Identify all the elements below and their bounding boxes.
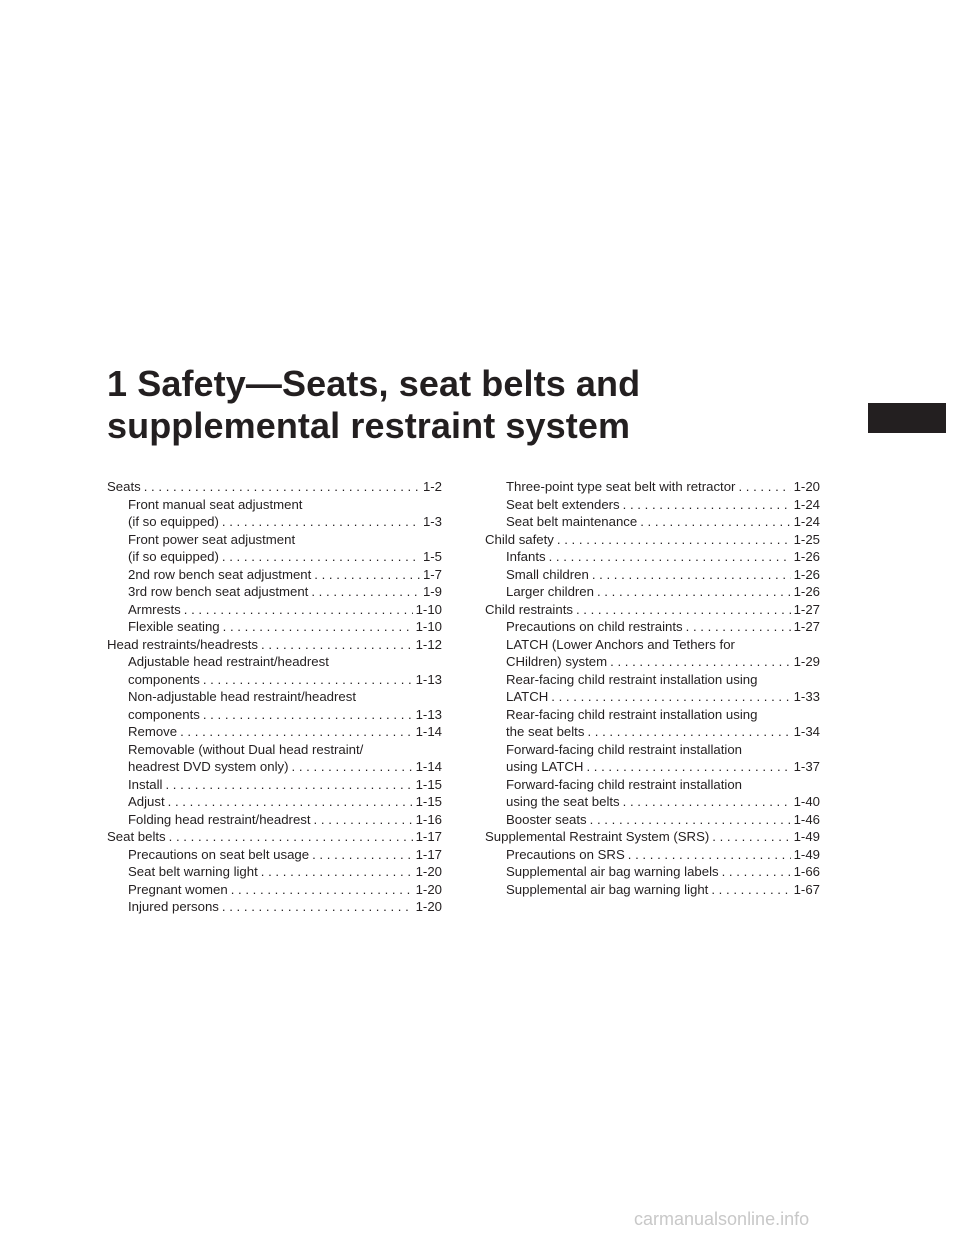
chapter-title bbox=[107, 363, 747, 447]
toc-dot-leader bbox=[311, 583, 420, 601]
toc-subsection-entry[interactable] bbox=[107, 863, 442, 881]
toc-entry-title: Booster seats bbox=[506, 811, 587, 827]
toc-page-number: 1-66 bbox=[793, 864, 820, 879]
toc-page-number: 1-29 bbox=[793, 654, 820, 669]
toc-dot-leader bbox=[222, 898, 413, 916]
toc-entry-title: Three-point type seat belt with retractor bbox=[506, 479, 736, 494]
toc-dot-leader bbox=[623, 793, 791, 811]
toc-dot-leader bbox=[712, 828, 790, 846]
toc-page-number: 1-14 bbox=[415, 759, 442, 774]
toc-page-number: 1-25 bbox=[793, 531, 820, 547]
toc-right-column bbox=[485, 478, 820, 898]
toc-subsection-entry[interactable] bbox=[107, 601, 442, 619]
toc-subsection-entry[interactable] bbox=[485, 618, 820, 636]
toc-entry-title: Precautions on seat belt usage bbox=[128, 846, 310, 862]
toc-page-number: 1-15 bbox=[415, 794, 442, 809]
toc-dot-leader bbox=[549, 548, 791, 566]
toc-entry-text-line: Removable (without Dual head restraint/ bbox=[128, 741, 364, 757]
toc-page-number: 1-9 bbox=[422, 584, 442, 599]
toc-entry-title: Pregnant women bbox=[128, 881, 228, 897]
toc-dot-leader bbox=[312, 846, 413, 864]
toc-subsection-entry[interactable] bbox=[485, 583, 820, 601]
toc-page-number: 1-26 bbox=[793, 549, 820, 564]
toc-page-number: 1-2 bbox=[422, 479, 442, 494]
toc-entry-title: Precautions on SRS bbox=[506, 846, 625, 862]
toc-dot-leader bbox=[144, 478, 420, 496]
toc-dot-leader bbox=[169, 828, 413, 846]
toc-subsection-entry[interactable] bbox=[485, 636, 820, 671]
toc-page-number: 1-27 bbox=[793, 619, 820, 634]
toc-subsection-entry[interactable] bbox=[107, 846, 442, 864]
toc-subsection-entry[interactable] bbox=[485, 513, 820, 531]
toc-dot-leader bbox=[711, 881, 790, 899]
toc-dot-leader bbox=[722, 863, 791, 881]
toc-dot-leader bbox=[587, 723, 790, 741]
toc-entry-text-line: Rear-facing child restraint installation using bbox=[506, 706, 758, 722]
toc-dot-leader bbox=[165, 776, 412, 794]
toc-section-entry[interactable] bbox=[107, 828, 442, 846]
toc-entry-title: Remove bbox=[128, 724, 178, 739]
toc-subsection-entry[interactable] bbox=[107, 531, 442, 566]
toc-subsection-entry[interactable] bbox=[107, 653, 442, 688]
toc-dot-leader bbox=[597, 583, 791, 601]
toc-dot-leader bbox=[222, 513, 420, 531]
toc-subsection-entry[interactable] bbox=[107, 881, 442, 899]
toc-dot-leader bbox=[314, 811, 413, 829]
chapter-title-line-2: supplemental restraint system bbox=[107, 405, 631, 446]
toc-entry-title: (if so equipped) bbox=[128, 514, 219, 529]
toc-entry-title: Injured persons bbox=[128, 899, 219, 914]
toc-entry-title: Small children bbox=[506, 566, 589, 582]
toc-entry-title: headrest DVD system only) bbox=[128, 759, 289, 774]
toc-subsection-entry[interactable] bbox=[107, 688, 442, 723]
toc-dot-leader bbox=[551, 688, 790, 706]
toc-entry-title: Seat belt warning light bbox=[128, 864, 258, 879]
toc-entry-text-line: Forward-facing child restraint installation bbox=[506, 776, 743, 792]
toc-page-number: 1-37 bbox=[793, 759, 820, 774]
toc-subsection-entry[interactable] bbox=[107, 583, 442, 601]
toc-section-entry[interactable] bbox=[485, 531, 820, 549]
chapter-title-line-1: 1 Safety—Seats, seat belts and bbox=[107, 363, 641, 404]
toc-entry-title: Head restraints/headrests bbox=[107, 636, 258, 652]
toc-dot-leader bbox=[223, 618, 413, 636]
toc-page-number: 1-3 bbox=[422, 514, 442, 529]
toc-entry-title: using LATCH bbox=[506, 759, 584, 774]
toc-dot-leader bbox=[261, 636, 413, 654]
toc-dot-leader bbox=[592, 566, 791, 584]
toc-page-number: 1-7 bbox=[422, 566, 442, 582]
toc-subsection-entry[interactable] bbox=[107, 566, 442, 584]
toc-entry-title: Supplemental air bag warning light bbox=[506, 881, 709, 897]
toc-page-number: 1-26 bbox=[793, 584, 820, 599]
toc-subsection-entry[interactable] bbox=[485, 776, 820, 811]
toc-entry-text-line: Rear-facing child restraint installation using bbox=[506, 671, 758, 687]
toc-page-number: 1-17 bbox=[415, 829, 442, 844]
toc-dot-leader bbox=[168, 793, 413, 811]
chapter-tab-marker bbox=[868, 403, 946, 433]
toc-entry-title: components bbox=[128, 671, 200, 687]
toc-subsection-entry[interactable] bbox=[485, 811, 820, 829]
watermark: carmanualsonline.info bbox=[634, 1209, 810, 1229]
toc-page-number: 1-20 bbox=[415, 881, 442, 897]
toc-page-number: 1-20 bbox=[415, 864, 442, 879]
toc-dot-leader bbox=[314, 566, 420, 584]
toc-entry-text-line: Front power seat adjustment bbox=[128, 531, 296, 547]
toc-dot-leader bbox=[686, 618, 791, 636]
toc-subsection-entry[interactable] bbox=[107, 618, 442, 636]
toc-subsection-entry[interactable] bbox=[485, 881, 820, 899]
toc-entry-title: Flexible seating bbox=[128, 619, 220, 634]
toc-dot-leader bbox=[231, 881, 413, 899]
toc-entry-title: the seat belts bbox=[506, 724, 585, 739]
toc-entry-title: Precautions on child restraints bbox=[506, 619, 683, 634]
toc-dot-leader bbox=[623, 496, 791, 514]
toc-dot-leader bbox=[203, 671, 413, 689]
toc-section-entry[interactable] bbox=[485, 601, 820, 619]
toc-entry-title: Child safety bbox=[485, 531, 554, 547]
toc-subsection-entry[interactable] bbox=[485, 478, 820, 496]
toc-entry-text-line: Adjustable head restraint/headrest bbox=[128, 654, 329, 669]
toc-subsection-entry[interactable] bbox=[485, 496, 820, 514]
toc-subsection-entry[interactable] bbox=[107, 496, 442, 531]
toc-entry-title: 2nd row bench seat adjustment bbox=[128, 566, 312, 582]
toc-subsection-entry[interactable] bbox=[485, 846, 820, 864]
toc-dot-leader bbox=[222, 548, 420, 566]
toc-page-number: 1-10 bbox=[415, 619, 442, 634]
toc-entry-title: Seat belt maintenance bbox=[506, 514, 638, 529]
toc-page-number: 1-17 bbox=[415, 846, 442, 862]
toc-page-number: 1-46 bbox=[793, 811, 820, 827]
toc-dot-leader bbox=[628, 846, 791, 864]
toc-subsection-entry[interactable] bbox=[107, 811, 442, 829]
toc-subsection-entry[interactable] bbox=[107, 776, 442, 794]
toc-entry-title: LATCH bbox=[506, 689, 549, 704]
toc-subsection-entry[interactable] bbox=[485, 671, 820, 706]
toc-left-column bbox=[107, 478, 442, 916]
toc-subsection-entry[interactable] bbox=[107, 723, 442, 741]
toc-entry-title: Larger children bbox=[506, 584, 594, 599]
toc-page-number: 1-67 bbox=[793, 881, 820, 897]
toc-entry-title: 3rd row bench seat adjustment bbox=[128, 584, 309, 599]
toc-section-entry[interactable] bbox=[107, 636, 442, 654]
toc-entry-title: using the seat belts bbox=[506, 794, 620, 809]
toc-entry-title: Supplemental air bag warning labels bbox=[506, 864, 719, 879]
toc-subsection-entry[interactable] bbox=[485, 741, 820, 776]
toc-page-number: 1-16 bbox=[415, 811, 442, 827]
toc-dot-leader bbox=[557, 531, 791, 549]
toc-page-number: 1-34 bbox=[793, 724, 820, 739]
toc-page-number: 1-20 bbox=[415, 899, 442, 914]
toc-page-number: 1-15 bbox=[415, 776, 442, 792]
toc-page-number: 1-49 bbox=[793, 829, 820, 844]
toc-entry-title: Seat belts bbox=[107, 829, 166, 844]
toc-dot-leader bbox=[738, 478, 790, 496]
toc-page-number: 1-14 bbox=[415, 724, 442, 739]
toc-page-number: 1-24 bbox=[793, 496, 820, 512]
toc-page-number: 1-49 bbox=[793, 846, 820, 862]
toc-entry-title: (if so equipped) bbox=[128, 549, 219, 564]
toc-entry-text-line: Non-adjustable head restraint/headrest bbox=[128, 689, 356, 704]
toc-subsection-entry[interactable] bbox=[107, 741, 442, 776]
toc-entry-title: Armrests bbox=[128, 601, 181, 617]
toc-entry-text-line: Front manual seat adjustment bbox=[128, 496, 303, 512]
toc-entry-text-line: LATCH (Lower Anchors and Tethers for bbox=[506, 636, 735, 652]
toc-section-entry[interactable] bbox=[485, 828, 820, 846]
toc-page-number: 1-13 bbox=[415, 706, 442, 722]
toc-dot-leader bbox=[203, 706, 413, 724]
toc-dot-leader bbox=[292, 758, 413, 776]
toc-page-number: 1-5 bbox=[422, 549, 442, 564]
toc-page-number: 1-24 bbox=[793, 514, 820, 529]
toc-entry-text-line: Forward-facing child restraint installation bbox=[506, 741, 743, 757]
toc-subsection-entry[interactable] bbox=[107, 898, 442, 916]
toc-entry-title: components bbox=[128, 706, 200, 722]
toc-entry-title: CHildren) system bbox=[506, 654, 608, 669]
toc-entry-title: Infants bbox=[506, 549, 546, 564]
toc-subsection-entry[interactable] bbox=[485, 706, 820, 741]
toc-page-number: 1-10 bbox=[415, 601, 442, 617]
toc-subsection-entry[interactable] bbox=[485, 548, 820, 566]
toc-page-number: 1-33 bbox=[793, 689, 820, 704]
toc-page-number: 1-13 bbox=[415, 671, 442, 687]
toc-entry-title: Folding head restraint/headrest bbox=[128, 811, 311, 827]
toc-entry-title: Seat belt extenders bbox=[506, 496, 620, 512]
toc-entry-title: Child restraints bbox=[485, 601, 573, 617]
toc-page-number: 1-20 bbox=[793, 479, 820, 494]
toc-page-number: 1-27 bbox=[793, 601, 820, 617]
toc-subsection-entry[interactable] bbox=[107, 793, 442, 811]
toc-dot-leader bbox=[640, 513, 790, 531]
toc-dot-leader bbox=[576, 601, 791, 619]
toc-dot-leader bbox=[610, 653, 790, 671]
toc-page-number: 1-12 bbox=[415, 636, 442, 652]
toc-subsection-entry[interactable] bbox=[485, 566, 820, 584]
toc-entry-title: Seats bbox=[107, 479, 141, 494]
toc-page-number: 1-40 bbox=[793, 794, 820, 809]
toc-dot-leader bbox=[184, 601, 413, 619]
toc-dot-leader bbox=[586, 758, 790, 776]
toc-dot-leader bbox=[590, 811, 791, 829]
toc-page-number: 1-26 bbox=[793, 566, 820, 582]
toc-entry-title: Adjust bbox=[128, 794, 165, 809]
toc-section-entry[interactable] bbox=[107, 478, 442, 496]
toc-dot-leader bbox=[261, 863, 413, 881]
toc-subsection-entry[interactable] bbox=[485, 863, 820, 881]
toc-entry-title: Supplemental Restraint System (SRS) bbox=[485, 829, 710, 844]
toc-dot-leader bbox=[180, 723, 412, 741]
toc-entry-title: Install bbox=[128, 776, 163, 792]
